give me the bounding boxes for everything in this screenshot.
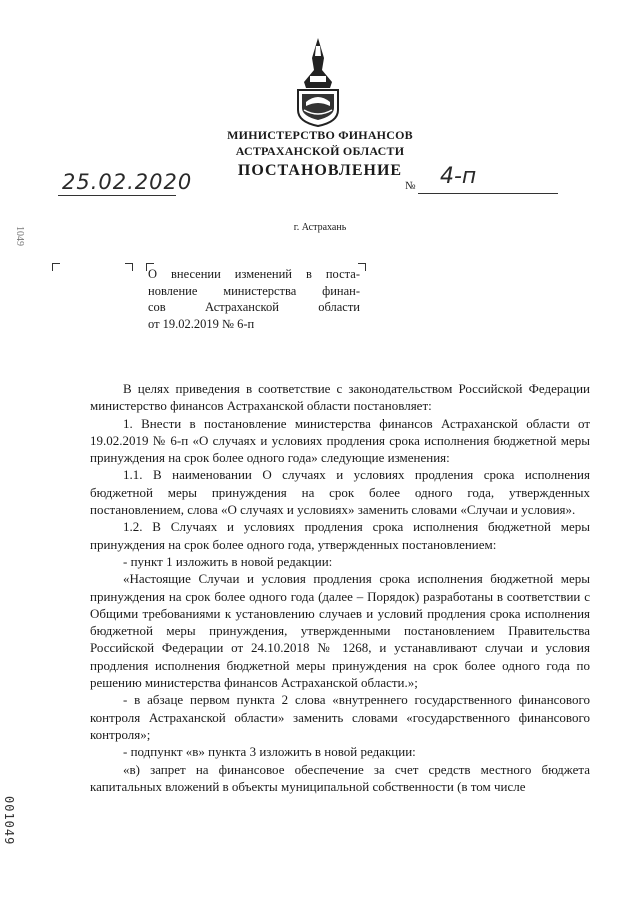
document-body (90, 380, 590, 795)
number-label: № (405, 180, 416, 192)
body-paragraph: В целях приведения в соответствие с законодательством Российской Федерации министерство финансов Астраханской области постановляет: (90, 381, 590, 414)
coat-of-arms-icon (288, 36, 348, 128)
corner-mark (52, 263, 60, 271)
date-underline (58, 195, 176, 196)
body-paragraph: «в) запрет на финансовое обеспечение за счет средств местного бюджета капитальных вложений в объекты муниципальной собственности (в том числе (90, 761, 590, 794)
handwritten-date: 25.02.2020 (62, 170, 193, 194)
subject-line: от 19.02.2019 № 6-п (148, 316, 255, 331)
ministry-name-line2: АСТРАХАНСКОЙ ОБЛАСТИ (235, 144, 405, 158)
margin-stamp-number: 001049 (2, 796, 16, 846)
margin-side-mark: 1049 (14, 226, 25, 246)
body-paragraph: - пункт 1 изложить в новой редакции: (123, 553, 333, 569)
body-paragraph: 1.2. В Случаях и условиях продления срока исполнения бюджетной меры принуждения на срок более одного года, утвержденных постановлением: (90, 519, 590, 552)
subject-line: О внесении изменений в поста- (148, 267, 360, 281)
subject-line: сов Астраханской области (148, 300, 360, 315)
handwritten-number: 4-п (440, 164, 477, 189)
body-paragraph: 1.1. В наименовании О случаях и условиях продления срока исполнения бюджетной меры принуждения на срок более одного года, утвержденных постановлением, слова «О случаях и условиях» заменить словами «Случаи и условия». (90, 467, 590, 518)
city-name: г. Астрахань (293, 222, 347, 233)
body-paragraph: 1. Внести в постановление министерства финансов Астраханской области от 19.02.2019 № 6-п «О случаях и условиях продления срока исполнения бюджетной меры принуждения на срок более одного года» следующие изменения: (90, 415, 590, 466)
corner-mark (125, 263, 133, 271)
body-paragraph: - подпункт «в» пункта 3 изложить в новой редакции: (123, 744, 416, 760)
body-paragraph: «Настоящие Случаи и условия продления срока исполнения бюджетной меры принуждения на срок более одного года (далее – Порядок) разработаны в соответствии с Общими требованиями к установлению случаев и условий продления срока исполнения бюджетной меры принуждения, утвержденными постановлением Правительства Российской Федерации от 24.10.2018 № 1268, и устанавливают случаи и условия продления исполнения бюджетной меры принуждения на срок более одного года по решению министерства финансов Астраханской области.»; (90, 571, 590, 691)
document-type-title: ПОСТАНОВЛЕНИЕ (237, 162, 403, 179)
body-paragraph: - в абзаце первом пункта 2 слова «внутреннего государственного финансового контроля Астраханской области» заменить словами «государственного финансового контроля»; (90, 692, 590, 742)
number-underline (418, 193, 558, 194)
document-subject (148, 266, 360, 332)
subject-line: новление министерства финан- (148, 283, 360, 298)
ministry-name-line1: МИНИСТЕРСТВО ФИНАНСОВ (227, 128, 413, 142)
